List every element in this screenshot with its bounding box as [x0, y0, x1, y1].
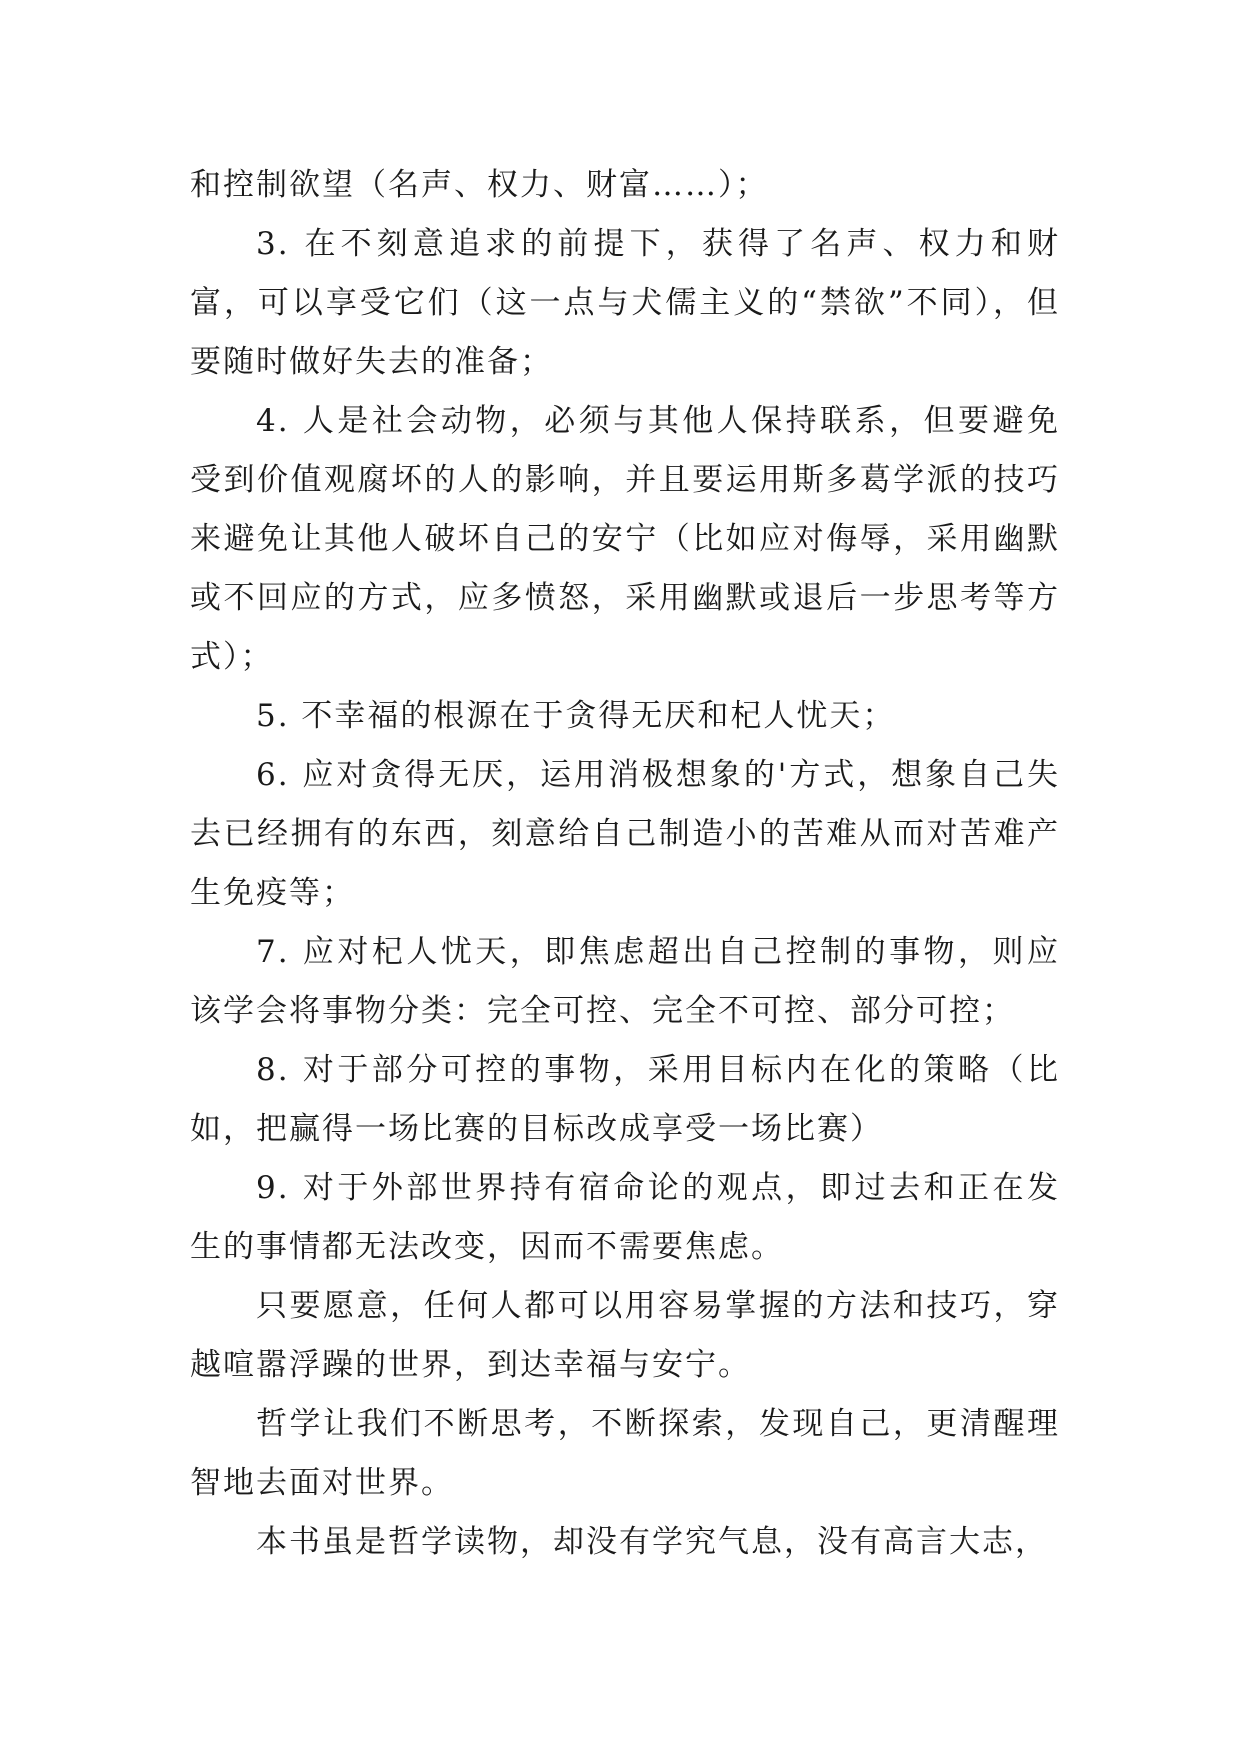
- paragraph-item-8: 8. 对于部分可控的事物，采用目标内在化的策略（比如，把赢得一场比赛的目标改成享受一场比赛）: [190, 1052, 1060, 1147]
- document-body: [190, 156, 1060, 1572]
- paragraph-philosophy: 哲学让我们不断思考，不断探索，发现自己，更清醒理智地去面对世界。: [190, 1406, 1060, 1501]
- paragraph-item-4: 4. 人是社会动物，必须与其他人保持联系，但要避免受到价值观腐坏的人的影响，并且要运用斯多葛学派的技巧来避免让其他人破坏自己的安宁（比如应对侮辱，采用幽默或不回应的方式，应多愤怒，采用幽默或退后一步思考等方式）；: [190, 403, 1060, 675]
- paragraph-item-3: 3. 在不刻意追求的前提下，获得了名声、权力和财富，可以享受它们（这一点与犬儒主义的“禁欲”不同），但要随时做好失去的准备；: [190, 226, 1060, 380]
- paragraph-book-intro: 本书虽是哲学读物，却没有学究气息，没有高言大志，: [256, 1524, 1048, 1560]
- paragraph-item-5: 5. 不幸福的根源在于贪得无厌和杞人忧天；: [256, 698, 896, 734]
- paragraph-conclusion: 只要愿意，任何人都可以用容易掌握的方法和技巧，穿越喧嚣浮躁的世界，到达幸福与安宁。: [190, 1288, 1060, 1383]
- paragraph-item-6: 6. 应对贪得无厌，运用消极想象的'方式，想象自己失去已经拥有的东西，刻意给自己制造小的苦难从而对苦难产生免疫等；: [190, 757, 1060, 911]
- paragraph-item-7: 7. 应对杞人忧天，即焦虑超出自己控制的事物，则应该学会将事物分类：完全可控、完全不可控、部分可控；: [190, 934, 1060, 1029]
- paragraph-item-9: 9. 对于外部世界持有宿命论的观点，即过去和正在发生的事情都无法改变，因而不需要焦虑。: [190, 1170, 1060, 1265]
- paragraph-continued: 和控制欲望（名声、权力、财富……）；: [190, 167, 769, 203]
